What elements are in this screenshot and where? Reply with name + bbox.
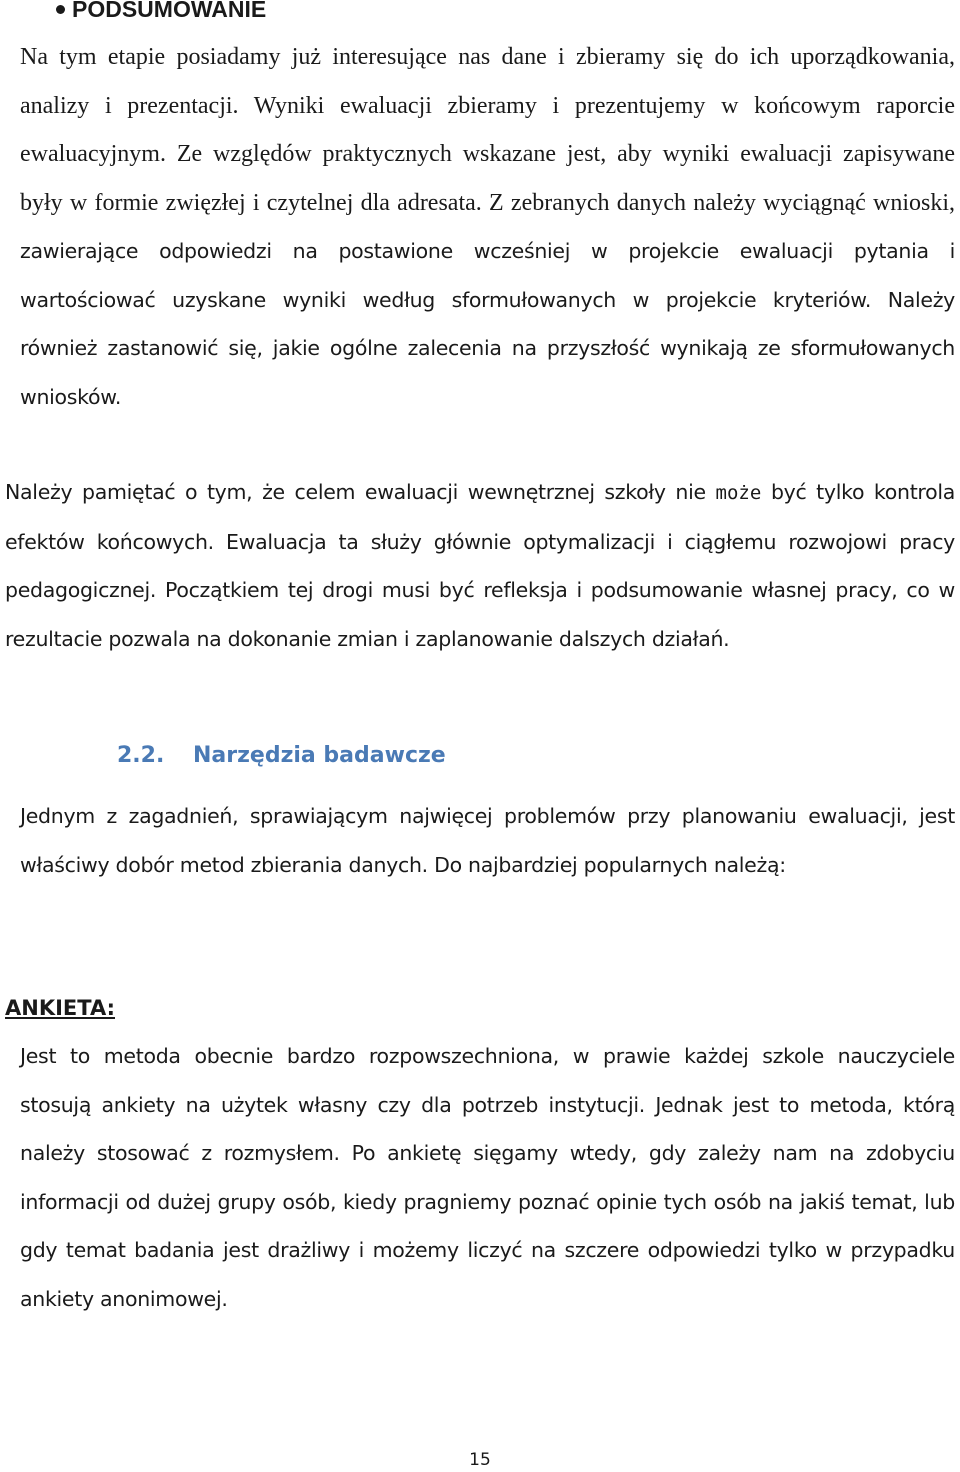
section-heading (117, 738, 446, 774)
bullet-icon (56, 5, 65, 14)
tools-paragraph: Jednym z zagadnień, sprawiającym najwięcej problemów przy planowaniu ewaluacji, jest właściwy dobór metod zbierania danych. Do najbardziej popularnych należą: (20, 804, 955, 877)
summary-paragraph (20, 33, 955, 421)
summary-heading-text: PODSUMOWANIE (72, 0, 267, 22)
summary-paragraph-part-3: zawierające odpowiedzi na postawione wcześniej w projekcie ewaluacji pytania i wartościować uzyskane wyniki według sformułowanych w projekcie kryteriów. Należy również zastanowić się, jakie ogólne zalecenia na przyszłość wynikają ze sformułowanych wniosków. (20, 239, 955, 409)
purpose-paragraph-end: być tylko kontrola efektów końcowych. Ewaluacja ta służy głównie optymalizacji i ciągłemu rozwojowi pracy pedagogicznej. Początkiem tej drogi musi być refleksja i podsumowanie własnej pracy, co w rezultacie pozwala na dokonanie zmian i zaplanowanie dalszych działań. (5, 480, 956, 651)
purpose-paragraph-mono: może (715, 482, 762, 504)
summary-paragraph-part-2: Z zebranych danych należy wyciągnąć wnioski, (489, 189, 955, 216)
ankieta-paragraph: Jest to metoda obecnie bardzo rozpowszechniona, w prawie każdej szkole nauczyciele stosują ankiety na użytek własny czy dla potrzeb instytucji. Jednak jest to metoda, którą należy stosować z rozmysłem. Po ankietę sięgamy wtedy, gdy zależy nam na zdobyciu informacji od dużej grupy osób, kiedy pragniemy poznać opinie tych osób na jakiś temat, lub gdy temat badania jest drażliwy i możemy liczyć na szczere odpowiedzi tylko w przypadku ankiety anonimowej. (20, 1044, 955, 1311)
section-number: 2.2. (117, 743, 165, 768)
summary-paragraph-part-1: Na tym etapie posiadamy już interesujące nas dane i zbieramy się do ich uporządkowania, analizy i prezentacji. Wyniki ewaluacji zbieramy i prezentujemy w końcowym raporcie ewaluacyjnym. Ze względów praktycznych wskazane jest, aby wyniki ewaluacji zapisywane były w formie zwięzłej i czytelnej dla adresata. (20, 44, 955, 216)
section-title: Narzędzia badawcze (193, 743, 446, 768)
ankieta-heading: ANKIETA: (5, 996, 115, 1020)
page-number: 15 (469, 1450, 491, 1470)
purpose-paragraph (5, 468, 955, 663)
summary-heading (56, 0, 266, 24)
purpose-paragraph-start: Należy pamiętać o tym, że celem ewaluacji wewnętrznej szkoły nie (5, 480, 706, 504)
